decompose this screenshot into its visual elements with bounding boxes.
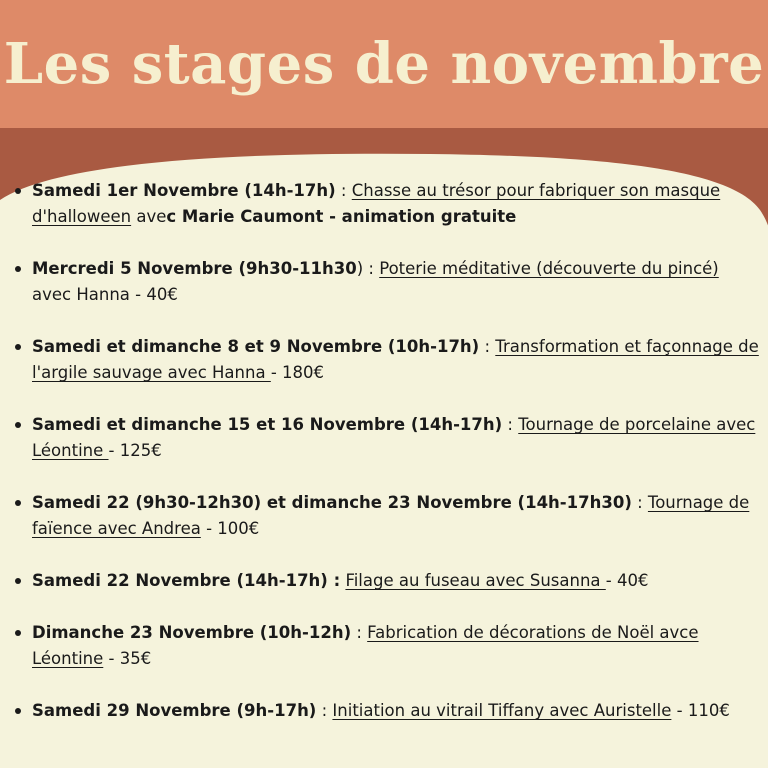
workshop-date: Samedi 1er Novembre (14h-17h) [32, 181, 336, 200]
workshop-item [0, 178, 768, 230]
workshop-price: - 100€ [200, 519, 260, 538]
workshop-separator: : [316, 701, 333, 720]
workshop-link[interactable]: Tournage de faïence avec Andrea [32, 493, 750, 538]
workshop-price: - 180€ [270, 363, 325, 382]
workshop-list [0, 178, 768, 750]
workshop-date: Mercredi 5 Novembre (9h30-11h30 [32, 259, 357, 278]
workshop-date: Dimanche 23 Novembre (10h-12h) [32, 623, 352, 642]
workshop-link[interactable]: Chasse au trésor pour fabriquer son masque d'halloween [32, 181, 721, 226]
workshop-separator: ) : [356, 259, 380, 278]
workshop-separator: : [351, 623, 368, 642]
workshop-link[interactable]: Tournage de porcelaine avec Léontine [32, 415, 756, 460]
workshop-separator: : [502, 415, 519, 434]
workshop-item [0, 490, 768, 542]
workshop-link[interactable]: Transformation et façonnage de l'argile sauvage avec Hanna [32, 337, 759, 382]
workshop-price: - 40€ [605, 571, 649, 590]
workshop-text: ave [131, 207, 167, 226]
workshop-item [0, 698, 768, 724]
workshop-date: Samedi 29 Novembre (9h-17h) [32, 701, 317, 720]
workshop-item [0, 620, 768, 672]
workshop-date: Samedi et dimanche 15 et 16 Novembre (14h-17h) [32, 415, 503, 434]
workshop-separator: : [631, 493, 648, 512]
workshop-price: avec Hanna - 40€ [32, 285, 178, 304]
workshop-date: Samedi 22 Novembre (14h-17h) : [32, 571, 341, 590]
workshop-separator: : [479, 337, 496, 356]
workshop-item [0, 256, 768, 308]
workshop-link[interactable]: Fabrication de décorations de Noël avce Léontine [32, 623, 699, 668]
workshop-price: - 125€ [108, 441, 162, 460]
workshop-date: Samedi et dimanche 8 et 9 Novembre (10h-17h) [32, 337, 480, 356]
workshop-item [0, 412, 768, 464]
workshop-note: c Marie Caumont - animation gratuite [166, 207, 517, 226]
workshop-price: - 110€ [671, 701, 730, 720]
workshop-separator: : [335, 181, 352, 200]
workshop-link[interactable]: Filage au fuseau avec Susanna [345, 571, 606, 590]
workshop-link[interactable]: Initiation au vitrail Tiffany avec Auristelle [332, 701, 672, 720]
workshop-price: - 35€ [103, 649, 152, 668]
workshop-link[interactable]: Poterie méditative (découverte du pincé) [379, 259, 719, 278]
page-title: Les stages de novembre [3, 31, 765, 97]
workshop-date: Samedi 22 (9h30-12h30) et dimanche 23 Novembre (14h-17h30) [32, 493, 632, 512]
workshop-item [0, 568, 768, 594]
workshop-item [0, 334, 768, 386]
